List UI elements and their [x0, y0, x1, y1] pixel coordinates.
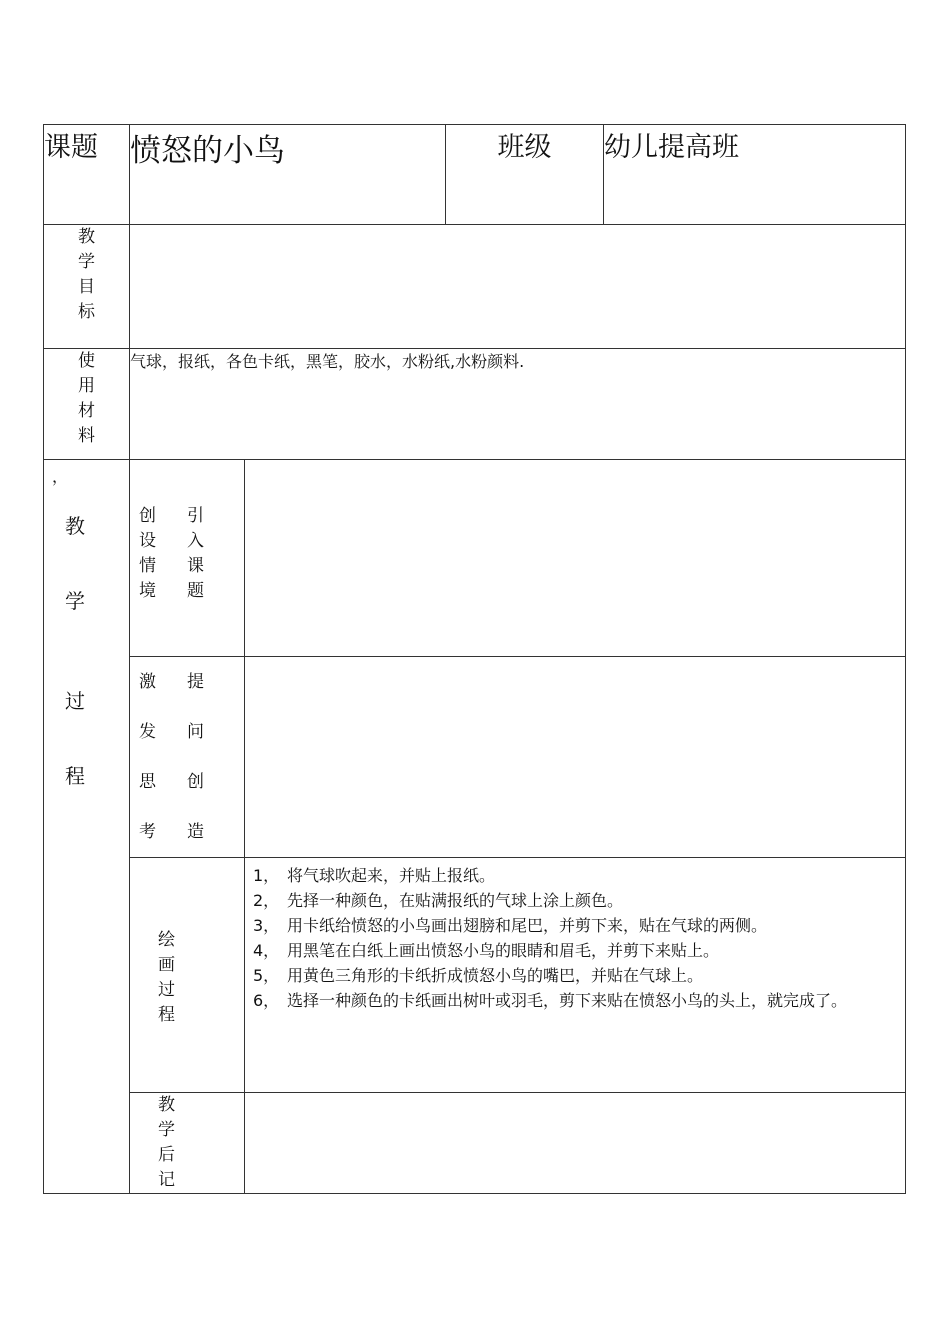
materials-label-char: 材 — [78, 401, 95, 421]
label-char: 后 — [158, 1145, 175, 1165]
process-label-char: 程 — [65, 764, 85, 788]
step-text: 用黄色三角形的卡纸折成愤怒小鸟的嘴巴，并贴在气球上。 — [287, 966, 704, 985]
materials-label — [44, 349, 130, 460]
step-number: 6， — [253, 991, 280, 1010]
materials-label-char: 料 — [78, 426, 95, 446]
steps-list — [245, 858, 905, 1013]
materials-content: 气球，报纸，各色卡纸，黑笔，胶水，水粉纸,水粉颜料. — [130, 349, 906, 460]
objectives-label-char: 学 — [78, 252, 95, 272]
intro-label — [130, 460, 245, 657]
label-char: 提 — [187, 672, 204, 692]
label-char: 创 — [139, 506, 156, 526]
step-item — [253, 938, 897, 963]
process-label — [44, 460, 130, 1194]
title-label: 课题 — [44, 125, 130, 225]
drawing-label — [130, 858, 245, 1093]
label-char: 画 — [158, 955, 175, 975]
label-char: 造 — [187, 822, 204, 842]
label-char: 程 — [158, 1005, 175, 1025]
step-item — [253, 963, 897, 988]
objectives-label — [44, 225, 130, 349]
label-char: 考 — [139, 822, 156, 842]
label-char: 设 — [139, 531, 156, 551]
title-value: 愤怒的小鸟 — [130, 125, 446, 225]
step-item — [253, 913, 897, 938]
label-char: 课 — [187, 556, 204, 576]
step-number: 5， — [253, 966, 280, 985]
label-char: 问 — [187, 722, 204, 742]
label-char: 激 — [139, 672, 156, 692]
step-number: 4， — [253, 941, 280, 960]
step-text: 先择一种颜色，在贴满报纸的气球上涂上颜色。 — [287, 891, 624, 910]
step-text: 用黑笔在白纸上画出愤怒小鸟的眼睛和眉毛，并剪下来贴上。 — [287, 941, 720, 960]
process-label-char: 教 — [65, 514, 85, 538]
objectives-content — [130, 225, 906, 349]
stray-comma: ， — [52, 467, 69, 486]
objectives-label-char: 目 — [78, 277, 95, 297]
materials-label-char: 用 — [78, 376, 95, 396]
class-value: 幼儿提高班 — [604, 125, 906, 225]
lesson-plan-table — [43, 124, 906, 1194]
inspire-content — [245, 657, 906, 858]
label-char: 过 — [158, 980, 175, 1000]
label-char: 题 — [187, 581, 204, 601]
step-item — [253, 863, 897, 888]
step-text: 将气球吹起来，并贴上报纸。 — [287, 866, 496, 885]
step-item — [253, 888, 897, 913]
intro-content — [245, 460, 906, 657]
step-number: 1， — [253, 866, 280, 885]
inspire-left-col — [139, 657, 167, 857]
label-char: 思 — [139, 772, 156, 792]
label-char: 教 — [158, 1095, 175, 1115]
label-char: 引 — [187, 506, 204, 526]
label-char: 入 — [187, 531, 204, 551]
materials-label-char: 使 — [78, 351, 95, 371]
label-char: 发 — [139, 722, 156, 742]
step-number: 2， — [253, 891, 280, 910]
reflection-label — [130, 1093, 245, 1194]
objectives-label-char: 标 — [78, 302, 95, 322]
step-number: 3， — [253, 916, 280, 935]
label-char: 创 — [187, 772, 204, 792]
inspire-label — [130, 657, 245, 858]
objectives-label-char: 教 — [78, 227, 95, 247]
intro-right-col — [187, 504, 207, 604]
label-char: 情 — [139, 556, 156, 576]
step-text: 选择一种颜色的卡纸画出树叶或羽毛，剪下来贴在愤怒小鸟的头上，就完成了。 — [287, 991, 848, 1010]
step-item — [253, 988, 897, 1013]
label-char: 记 — [158, 1170, 175, 1190]
intro-left-col — [139, 504, 167, 604]
process-label-char: 学 — [65, 589, 85, 613]
step-text: 用卡纸给愤怒的小鸟画出翅膀和尾巴，并剪下来，贴在气球的两侧。 — [287, 916, 768, 935]
drawing-steps — [245, 858, 906, 1093]
label-char: 学 — [158, 1120, 175, 1140]
class-label: 班级 — [446, 125, 604, 225]
reflection-content — [245, 1093, 906, 1194]
label-char: 绘 — [158, 930, 175, 950]
inspire-right-col — [187, 657, 207, 857]
process-label-char: 过 — [65, 689, 85, 713]
label-char: 境 — [139, 581, 156, 601]
